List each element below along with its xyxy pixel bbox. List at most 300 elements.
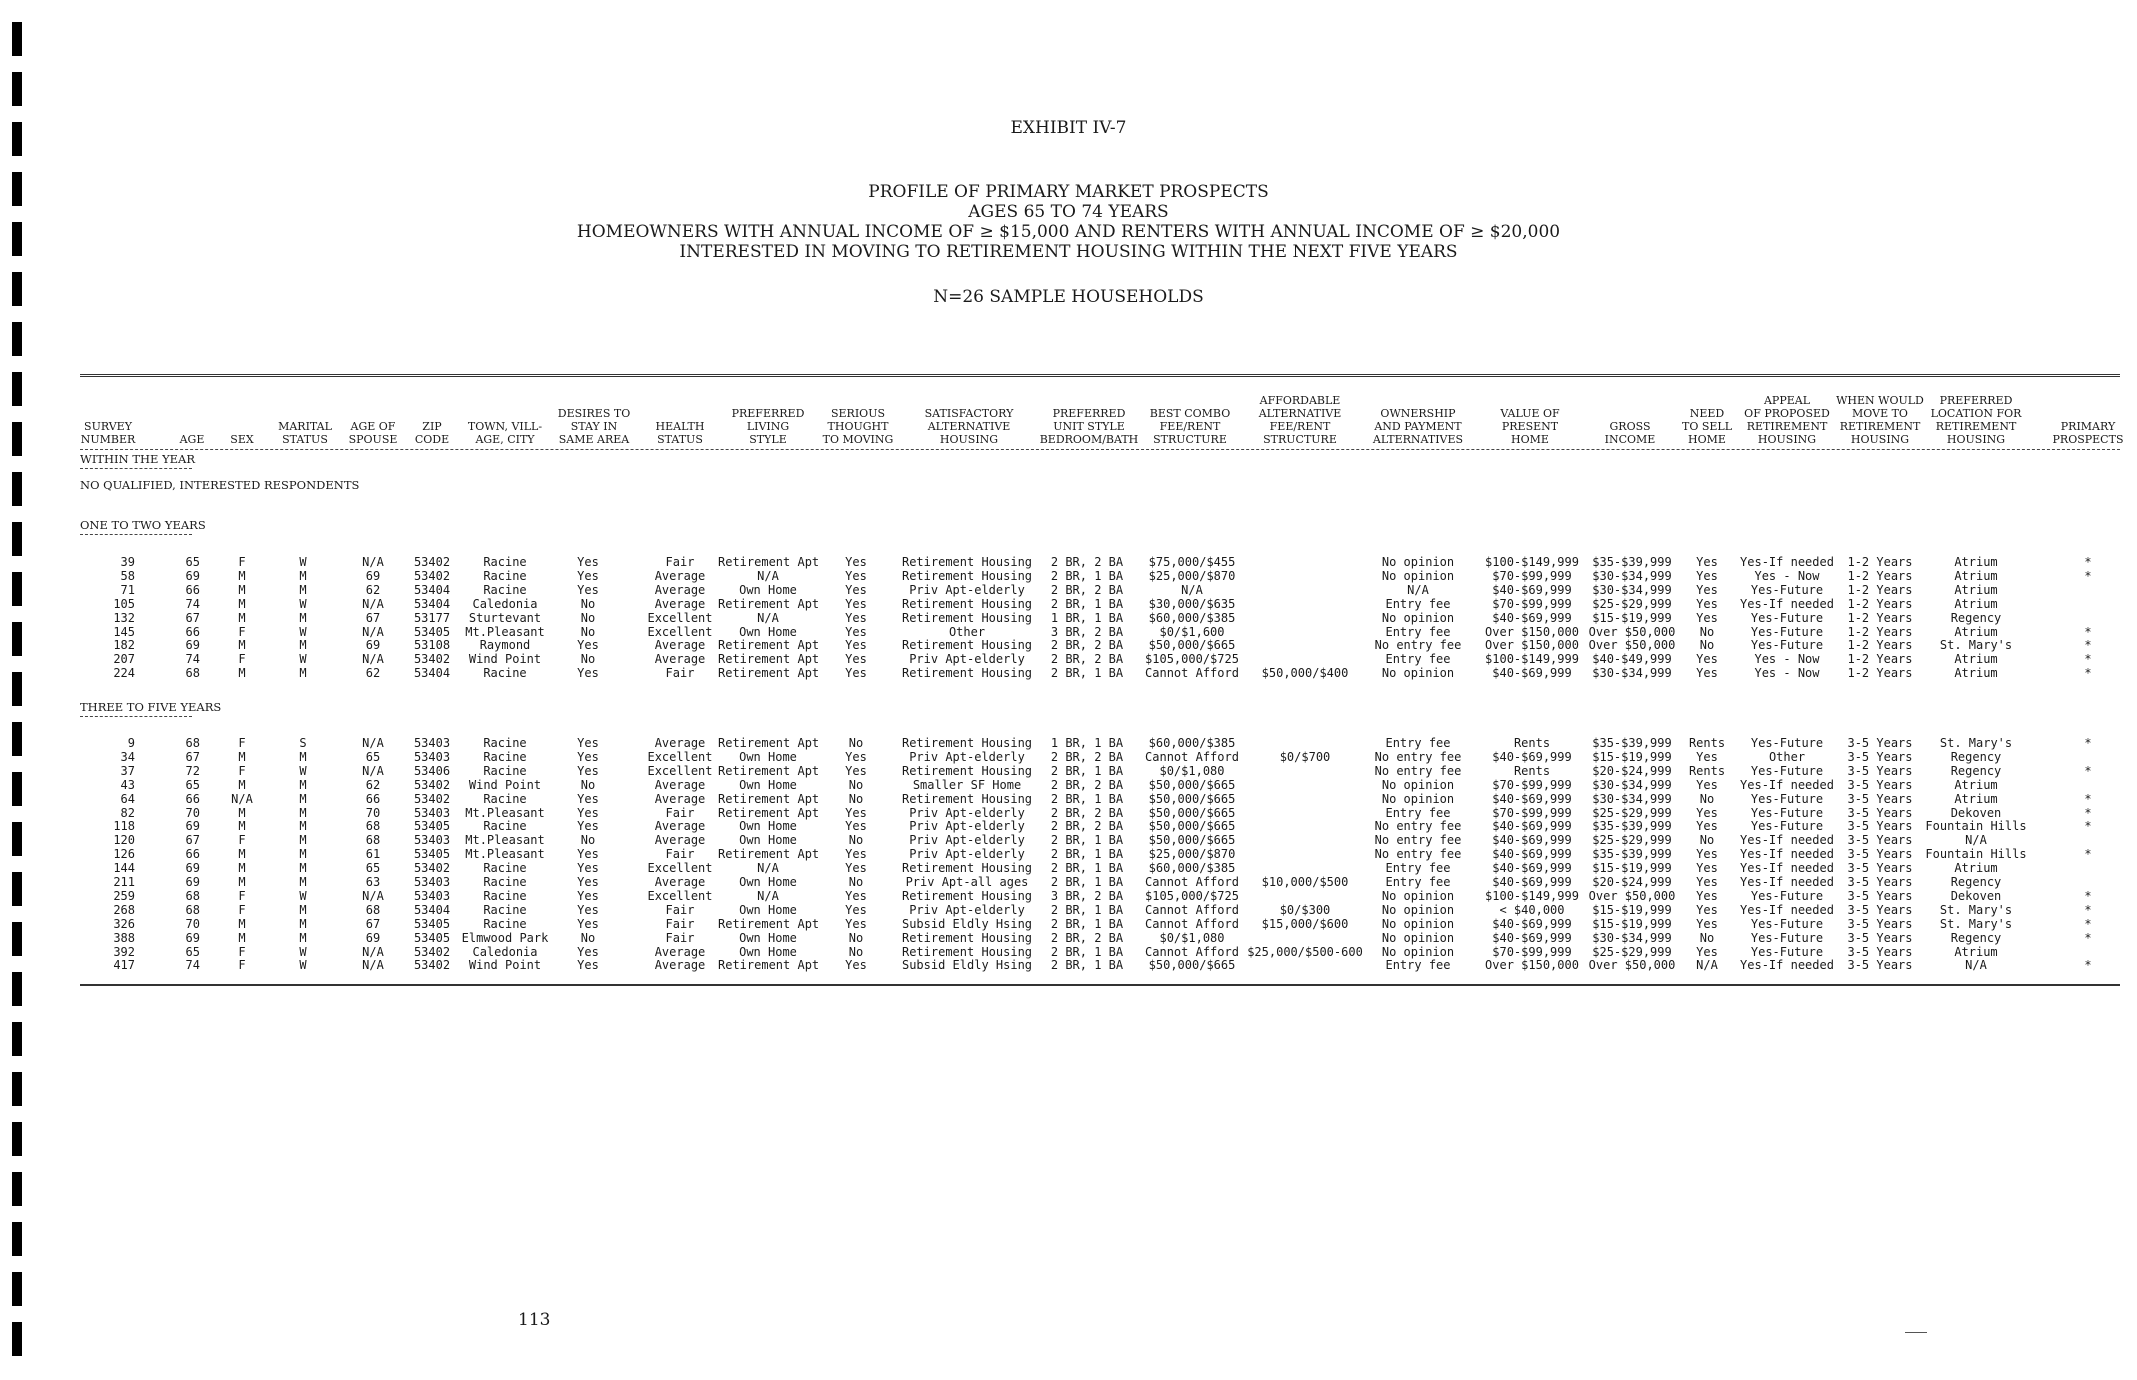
- table-cell: Priv Apt-elderly: [909, 902, 1025, 917]
- table-cell: $50,000/$665: [1148, 958, 1236, 973]
- table-cell: $40-$69,999: [1492, 847, 1572, 862]
- table-cell: 1 BR, 1 BA: [1050, 736, 1124, 750]
- table-cell: $40-$69,999: [1492, 582, 1572, 597]
- table-cell: 66: [185, 582, 200, 597]
- table-cell: 70: [185, 805, 200, 820]
- table-cell: Retirement Housing: [901, 666, 1033, 681]
- table-row: [0, 764, 2137, 778]
- table-cell: $40-$69,999: [1492, 819, 1572, 834]
- column-header-line: RETIREMENT: [1746, 420, 1828, 433]
- title-line: PROFILE OF PRIMARY MARKET PROSPECTS: [868, 182, 1269, 202]
- table-cell: *: [2084, 652, 2092, 667]
- table-cell: M: [238, 847, 246, 862]
- table-cell: M: [299, 805, 307, 820]
- table-cell: Atrium: [1954, 777, 1998, 792]
- table-cell: Average: [654, 791, 706, 806]
- column-header-line: HOME: [1511, 433, 1549, 446]
- table-cell: Caledonia: [472, 596, 538, 611]
- table-cell: M: [299, 666, 307, 681]
- table-cell: W: [299, 888, 307, 903]
- table-cell: Racine: [483, 888, 527, 903]
- column-header-line: RETIREMENT: [1839, 420, 1921, 433]
- binding-hole: [12, 322, 22, 356]
- column-header-line: SAME AREA: [558, 433, 630, 446]
- table-cell: Entry fee: [1385, 861, 1451, 876]
- table-cell: Yes: [845, 652, 867, 667]
- table-cell: Retirement Housing: [901, 944, 1033, 959]
- column-header: [1916, 394, 2036, 446]
- table-cell: Rents: [1688, 763, 1726, 778]
- table-cell: No opinion: [1381, 888, 1455, 903]
- table-cell: Yes: [845, 902, 867, 917]
- table-cell: M: [299, 861, 307, 876]
- table-cell: $15-$19,999: [1592, 861, 1672, 876]
- table-cell: $50,000/$665: [1148, 819, 1236, 834]
- table-cell: *: [2084, 930, 2092, 945]
- table-cell: St. Mary's: [1939, 902, 2013, 917]
- column-header-line: SERIOUS: [830, 407, 886, 420]
- table-cell: Yes-Future: [1750, 582, 1824, 597]
- table-cell: Yes-Future: [1750, 638, 1824, 653]
- table-cell: Mt.Pleasant: [465, 624, 545, 639]
- table-cell: Regency: [1950, 930, 2002, 945]
- table-cell: Dekoven: [1950, 888, 2002, 903]
- table-cell: Over $150,000: [1485, 958, 1579, 973]
- table-cell: Atrium: [1954, 555, 1998, 569]
- table-cell: 1-2 Years: [1847, 652, 1913, 667]
- table-cell: N/A: [1181, 582, 1203, 597]
- table-cell: Racine: [483, 666, 527, 681]
- column-header-line: SPOUSE: [348, 433, 398, 446]
- section-label: [80, 700, 221, 714]
- table-cell: Retirement Housing: [901, 610, 1033, 625]
- table-cell: $30-$34,999: [1592, 930, 1672, 945]
- table-cell: 2 BR, 2 BA: [1050, 777, 1124, 792]
- table-cell: *: [2084, 624, 2092, 639]
- table-cell: Yes: [845, 555, 867, 569]
- table-row: [0, 597, 2137, 611]
- column-header-line: PREFERRED: [1939, 394, 2013, 407]
- table-cell: Racine: [483, 582, 527, 597]
- title-block: [0, 182, 2137, 262]
- table-cell: $25,000/$500-600: [1247, 944, 1363, 959]
- column-header-line: HEALTH: [655, 420, 705, 433]
- table-cell: Yes-Future: [1750, 888, 1824, 903]
- table-cell: 2 BR, 1 BA: [1050, 902, 1124, 917]
- table-cell: Yes: [1696, 652, 1718, 667]
- section-underline: [80, 716, 192, 717]
- table-cell: 67: [365, 916, 381, 931]
- table-cell: $30-$34,999: [1592, 777, 1672, 792]
- table-cell: Own Home: [739, 749, 797, 764]
- table-row: [0, 569, 2137, 583]
- section-underline: [80, 468, 192, 469]
- table-cell: 3-5 Years: [1847, 736, 1913, 750]
- binding-hole: [12, 472, 22, 506]
- table-cell: N/A: [1407, 582, 1429, 597]
- table-cell: *: [2084, 805, 2092, 820]
- table-cell: Caledonia: [472, 944, 538, 959]
- table-cell: Entry fee: [1385, 736, 1451, 750]
- column-header-line: ALTERNATIVES: [1372, 433, 1464, 446]
- table-cell: Own Home: [739, 582, 797, 597]
- table-cell: N/A: [362, 596, 384, 611]
- table-row: [0, 792, 2137, 806]
- table-cell: M: [299, 875, 307, 889]
- table-cell: No opinion: [1381, 944, 1455, 959]
- table-cell: No: [848, 833, 864, 848]
- table-cell: Retirement Housing: [901, 596, 1033, 611]
- table-cell: Yes: [1696, 916, 1718, 931]
- table-cell: $25,000/$870: [1148, 847, 1236, 862]
- table-cell: Own Home: [739, 777, 797, 792]
- table-cell: No: [1699, 624, 1715, 639]
- table-row: [0, 806, 2137, 820]
- table-cell: M: [299, 568, 307, 583]
- table-cell: Average: [654, 777, 706, 792]
- table-cell: $40-$69,999: [1492, 749, 1572, 764]
- table-cell: 388: [113, 930, 135, 945]
- table-cell: 65: [185, 777, 200, 792]
- table-cell: Average: [654, 819, 706, 834]
- column-header-line: STRUCTURE: [1153, 433, 1227, 446]
- column-header-line: CODE: [414, 433, 450, 446]
- table-cell: Average: [654, 568, 706, 583]
- table-cell: No: [580, 610, 596, 625]
- table-cell: N/A: [362, 888, 384, 903]
- table-cell: M: [299, 749, 307, 764]
- table-cell: Excellent: [647, 624, 713, 639]
- table-cell: 3-5 Years: [1847, 902, 1913, 917]
- table-row: [0, 583, 2137, 597]
- table-cell: Yes: [577, 861, 599, 876]
- table-cell: $60,000/$385: [1148, 861, 1236, 876]
- table-cell: Yes: [1696, 805, 1718, 820]
- table-cell: Racine: [483, 916, 527, 931]
- table-cell: Mt.Pleasant: [465, 833, 545, 848]
- table-cell: 65: [185, 555, 200, 569]
- table-cell: 67: [365, 610, 381, 625]
- table-cell: Retirement Apt: [718, 555, 820, 569]
- table-cell: 3-5 Years: [1847, 763, 1913, 778]
- column-header-line: PRESENT: [1501, 420, 1559, 433]
- table-cell: Over $50,000: [1588, 888, 1676, 903]
- table-cell: No: [848, 930, 864, 945]
- column-header-line: ALTERNATIVE: [927, 420, 1011, 433]
- binding-hole: [12, 1172, 22, 1206]
- column-header-line: APPEAL: [1763, 394, 1811, 407]
- table-cell: Retirement Apt: [718, 916, 820, 931]
- table-cell: Own Home: [739, 944, 797, 959]
- table-cell: Yes-If needed: [1740, 555, 1834, 569]
- table-cell: Yes: [577, 875, 599, 889]
- table-cell: M: [299, 791, 307, 806]
- table-row: [0, 736, 2137, 750]
- table-cell: Over $50,000: [1588, 638, 1676, 653]
- table-cell: Own Home: [739, 930, 797, 945]
- table-cell: Yes: [845, 763, 867, 778]
- table-cell: $40-$69,999: [1492, 875, 1572, 889]
- column-header-line: ZIP: [422, 420, 442, 433]
- table-cell: 53405: [413, 624, 451, 639]
- table-cell: *: [2084, 638, 2092, 653]
- column-header-line: NEED: [1689, 407, 1725, 420]
- table-row: [0, 917, 2137, 931]
- table-cell: $60,000/$385: [1148, 736, 1236, 750]
- table-cell: Retirement Apt: [718, 805, 820, 820]
- table-cell: 39: [120, 555, 135, 569]
- table-cell: $0/$1,080: [1159, 763, 1225, 778]
- table-cell: Yes: [1696, 875, 1718, 889]
- table-cell: $20-$24,999: [1592, 875, 1672, 889]
- table-cell: No: [848, 736, 864, 750]
- table-cell: 1-2 Years: [1847, 666, 1913, 681]
- table-cell: M: [299, 638, 307, 653]
- column-header-line: PREFERRED: [1052, 407, 1126, 420]
- table-cell: Yes: [577, 763, 599, 778]
- table-cell: Rents: [1688, 736, 1726, 750]
- table-cell: Racine: [483, 749, 527, 764]
- table-cell: N/A: [757, 610, 779, 625]
- table-cell: Cannot Afford: [1145, 902, 1239, 917]
- table-cell: Yes: [577, 847, 599, 862]
- table-cell: W: [299, 596, 307, 611]
- table-cell: $35-$39,999: [1592, 847, 1672, 862]
- table-cell: 53402: [413, 958, 451, 973]
- table-cell: M: [238, 749, 246, 764]
- table-row: [0, 625, 2137, 639]
- table-cell: 144: [113, 861, 135, 876]
- table-cell: Average: [654, 875, 706, 889]
- table-cell: Wind Point: [468, 652, 542, 667]
- table-row: [0, 931, 2137, 945]
- table-cell: 3-5 Years: [1847, 916, 1913, 931]
- table-cell: $25,000/$870: [1148, 568, 1236, 583]
- table-cell: Yes: [845, 958, 867, 973]
- binding-hole: [12, 1222, 22, 1256]
- table-cell: $50,000/$665: [1148, 805, 1236, 820]
- table-cell: Racine: [483, 763, 527, 778]
- table-cell: No entry fee: [1374, 819, 1462, 834]
- column-header-line: BEDROOM/BATH: [1039, 433, 1139, 446]
- table-cell: 53402: [413, 652, 451, 667]
- table-cell: Own Home: [739, 819, 797, 834]
- table-cell: M: [238, 582, 246, 597]
- table-cell: Regency: [1950, 610, 2002, 625]
- table-cell: Yes: [1696, 777, 1718, 792]
- table-cell: N/A: [362, 736, 384, 750]
- table-cell: Yes: [1696, 847, 1718, 862]
- column-header-line: TOWN, VILL-: [467, 420, 543, 433]
- table-cell: 2 BR, 1 BA: [1050, 596, 1124, 611]
- table-cell: 2 BR, 1 BA: [1050, 833, 1124, 848]
- table-cell: 66: [185, 791, 200, 806]
- binding-hole: [12, 522, 22, 556]
- table-cell: M: [238, 930, 246, 945]
- table-cell: Yes-If needed: [1740, 833, 1834, 848]
- table-cell: Entry fee: [1385, 875, 1451, 889]
- table-cell: Own Home: [739, 624, 797, 639]
- table-cell: Yes: [1696, 819, 1718, 834]
- table-cell: Subsid Eldly Hsing: [901, 958, 1033, 973]
- table-cell: No: [580, 777, 596, 792]
- table-cell: $15-$19,999: [1592, 916, 1672, 931]
- table-cell: *: [2084, 666, 2092, 681]
- table-cell: 268: [113, 902, 135, 917]
- table-cell: M: [238, 777, 246, 792]
- table-cell: 65: [365, 861, 381, 876]
- table-cell: N/A: [757, 888, 779, 903]
- table-cell: F: [238, 902, 246, 917]
- table-cell: Yes: [1696, 902, 1718, 917]
- table-cell: F: [238, 555, 246, 569]
- table-cell: W: [299, 944, 307, 959]
- table-cell: M: [299, 819, 307, 834]
- column-header-line: STATUS: [657, 433, 703, 446]
- table-cell: 2 BR, 1 BA: [1050, 916, 1124, 931]
- table-cell: 53402: [413, 791, 451, 806]
- table-cell: 2 BR, 1 BA: [1050, 861, 1124, 876]
- column-header-line: BEST COMBO: [1149, 407, 1231, 420]
- table-cell: Yes-If needed: [1740, 875, 1834, 889]
- table-cell: M: [238, 805, 246, 820]
- binding-hole: [12, 72, 22, 106]
- table-cell: Fair: [665, 666, 695, 681]
- table-cell: Yes: [577, 791, 599, 806]
- table-cell: $30-$34,999: [1592, 568, 1672, 583]
- table-cell: No entry fee: [1374, 833, 1462, 848]
- table-row: [0, 889, 2137, 903]
- table-cell: Average: [654, 958, 706, 973]
- column-header-line: ALTERNATIVE: [1258, 407, 1342, 420]
- table-cell: $40-$69,999: [1492, 861, 1572, 876]
- table-cell: Fountain Hills: [1925, 819, 2027, 834]
- table-cell: No: [848, 875, 864, 889]
- table-cell: $60,000/$385: [1148, 610, 1236, 625]
- table-cell: 53403: [413, 833, 451, 848]
- table-cell: 118: [113, 819, 135, 834]
- table-cell: Yes: [577, 638, 599, 653]
- table-cell: Regency: [1950, 749, 2002, 764]
- table-cell: Yes: [845, 861, 867, 876]
- table-cell: 1 BR, 1 BA: [1050, 610, 1124, 625]
- table-cell: 1-2 Years: [1847, 610, 1913, 625]
- table-cell: $70-$99,999: [1492, 805, 1572, 820]
- table-cell: 3-5 Years: [1847, 847, 1913, 862]
- table-cell: Rents: [1513, 736, 1551, 750]
- table-cell: 3-5 Years: [1847, 805, 1913, 820]
- stray-mark: [1905, 1332, 1927, 1333]
- table-cell: Atrium: [1954, 596, 1998, 611]
- column-header-line: TO SELL: [1681, 420, 1733, 433]
- table-cell: 53177: [413, 610, 451, 625]
- table-cell: Yes: [577, 736, 599, 750]
- table-cell: 66: [185, 847, 200, 862]
- table-cell: $100-$149,999: [1485, 555, 1579, 569]
- table-cell: W: [299, 958, 307, 973]
- table-cell: Yes: [1696, 555, 1718, 569]
- table-cell: 3-5 Years: [1847, 777, 1913, 792]
- table-cell: Yes: [1696, 666, 1718, 681]
- column-header-line: MARITAL: [278, 420, 332, 433]
- table-cell: 126: [113, 847, 135, 862]
- table-cell: 3-5 Years: [1847, 944, 1913, 959]
- table-cell: 1-2 Years: [1847, 596, 1913, 611]
- table-cell: Yes: [845, 638, 867, 653]
- table-cell: Yes: [845, 582, 867, 597]
- table-cell: N/A: [362, 624, 384, 639]
- table-cell: Yes: [577, 958, 599, 973]
- table-cell: Yes: [577, 568, 599, 583]
- table-cell: 2 BR, 2 BA: [1050, 819, 1124, 834]
- table-cell: M: [238, 666, 246, 681]
- table-cell: 62: [365, 666, 381, 681]
- table-cell: M: [299, 847, 307, 862]
- table-cell: Yes - Now: [1754, 568, 1820, 583]
- table-cell: Wind Point: [468, 958, 542, 973]
- table-cell: 65: [185, 944, 200, 959]
- table-cell: Subsid Eldly Hsing: [901, 916, 1033, 931]
- column-header-line: INCOME: [1604, 433, 1656, 446]
- table-cell: Yes-If needed: [1740, 847, 1834, 862]
- table-cell: $30,000/$635: [1148, 596, 1236, 611]
- table-cell: Yes: [577, 555, 599, 569]
- table-cell: 67: [185, 833, 200, 848]
- table-cell: Over $50,000: [1588, 624, 1676, 639]
- table-cell: Yes: [845, 805, 867, 820]
- binding-hole: [12, 1072, 22, 1106]
- column-header-line: AND PAYMENT: [1374, 420, 1462, 433]
- table-cell: $50,000/$665: [1148, 777, 1236, 792]
- table-cell: No opinion: [1381, 902, 1455, 917]
- table-cell: Yes-Future: [1750, 736, 1824, 750]
- column-header-line: FEE/RENT: [1159, 420, 1221, 433]
- table-cell: 3-5 Years: [1847, 749, 1913, 764]
- table-cell: Fair: [665, 916, 695, 931]
- table-cell: Excellent: [647, 763, 713, 778]
- table-cell: $25-$29,999: [1592, 805, 1672, 820]
- table-cell: 2 BR, 2 BA: [1050, 638, 1124, 653]
- table-cell: 61: [365, 847, 381, 862]
- table-cell: Yes-If needed: [1740, 902, 1834, 917]
- table-cell: 74: [185, 596, 200, 611]
- table-row: [0, 847, 2137, 861]
- table-cell: Yes-If needed: [1740, 861, 1834, 876]
- table-cell: Retirement Apt: [718, 736, 820, 750]
- table-cell: 2 BR, 1 BA: [1050, 791, 1124, 806]
- table-cell: Yes-If needed: [1740, 777, 1834, 792]
- table-cell: No opinion: [1381, 916, 1455, 931]
- table-cell: 69: [365, 638, 381, 653]
- column-header-line: GROSS: [1609, 420, 1651, 433]
- table-cell: No: [848, 944, 864, 959]
- table-cell: Priv Apt-elderly: [909, 805, 1025, 820]
- table-cell: 53402: [413, 568, 451, 583]
- table-cell: Yes-Future: [1750, 944, 1824, 959]
- table-cell: 70: [365, 805, 381, 820]
- table-cell: 3-5 Years: [1847, 819, 1913, 834]
- table-cell: Sturtevant: [468, 610, 542, 625]
- table-cell: 53402: [413, 944, 451, 959]
- section-label: [80, 518, 206, 532]
- table-cell: 67: [185, 610, 200, 625]
- table-cell: Atrium: [1954, 944, 1998, 959]
- table-cell: 182: [113, 638, 135, 653]
- table-cell: 62: [365, 582, 381, 597]
- table-cell: 53402: [413, 555, 451, 569]
- table-cell: Mt.Pleasant: [465, 805, 545, 820]
- table-cell: Yes: [845, 596, 867, 611]
